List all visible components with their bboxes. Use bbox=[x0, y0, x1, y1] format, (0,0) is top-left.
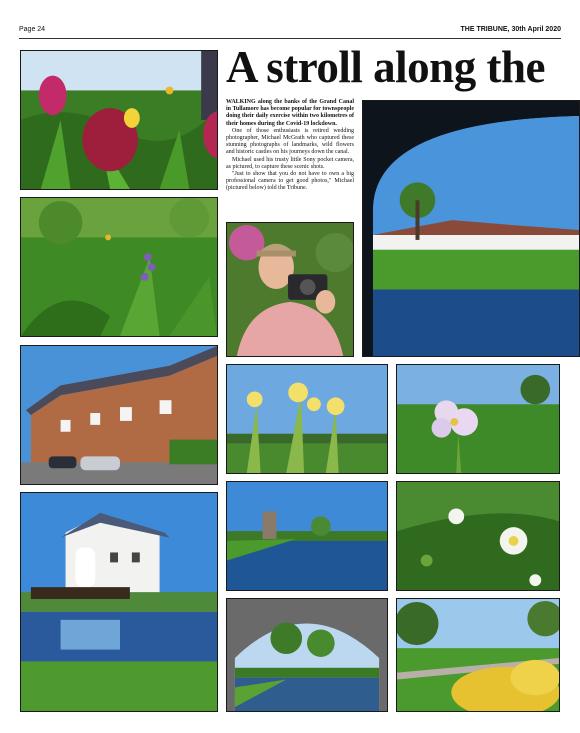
article-lead: WALKING along the banks of the Grand Canal in Tullamore has become popular for townspeople doing their daily exercise within two kilometres of their homes during the Covid-19 lockdown. bbox=[226, 99, 354, 127]
photo-cuckoo-flower bbox=[396, 364, 560, 474]
headline: A stroll along the bbox=[226, 42, 545, 92]
photo-lock-house bbox=[20, 492, 218, 712]
photo-photographer bbox=[226, 222, 354, 357]
article-paragraph: Michael used his trusty little Sony pocket camera, as pictured, to capture these scenic shots. bbox=[226, 156, 354, 170]
article-body bbox=[226, 99, 354, 193]
photo-bluebells bbox=[20, 197, 218, 337]
page-header bbox=[19, 26, 561, 38]
photo-bridge-arch bbox=[362, 100, 580, 357]
page-number: Page 24 bbox=[19, 26, 46, 33]
photo-cottages bbox=[20, 345, 218, 485]
photo-gorse-towpath bbox=[396, 598, 560, 712]
photo-white-flowers bbox=[396, 481, 560, 591]
header-rule bbox=[19, 38, 561, 39]
photo-canal-castle bbox=[226, 481, 388, 591]
photo-canal-arch bbox=[226, 598, 388, 712]
masthead-date: THE TRIBUNE, 30th April 2020 bbox=[460, 26, 561, 33]
photo-cowslips bbox=[226, 364, 388, 474]
article-paragraph: One of those enthusiasts is retired wedding photographer, Michael McGrath who captured these stunning photographs of landmarks, wild flowers and historic castles on his journeys down the canal. bbox=[226, 127, 354, 156]
article-paragraph: "Just to show that you do not have to own a big professional camera to get good photos," Michael (pictured below) told the Tribune. bbox=[226, 171, 354, 192]
photo-tulips bbox=[20, 50, 218, 190]
